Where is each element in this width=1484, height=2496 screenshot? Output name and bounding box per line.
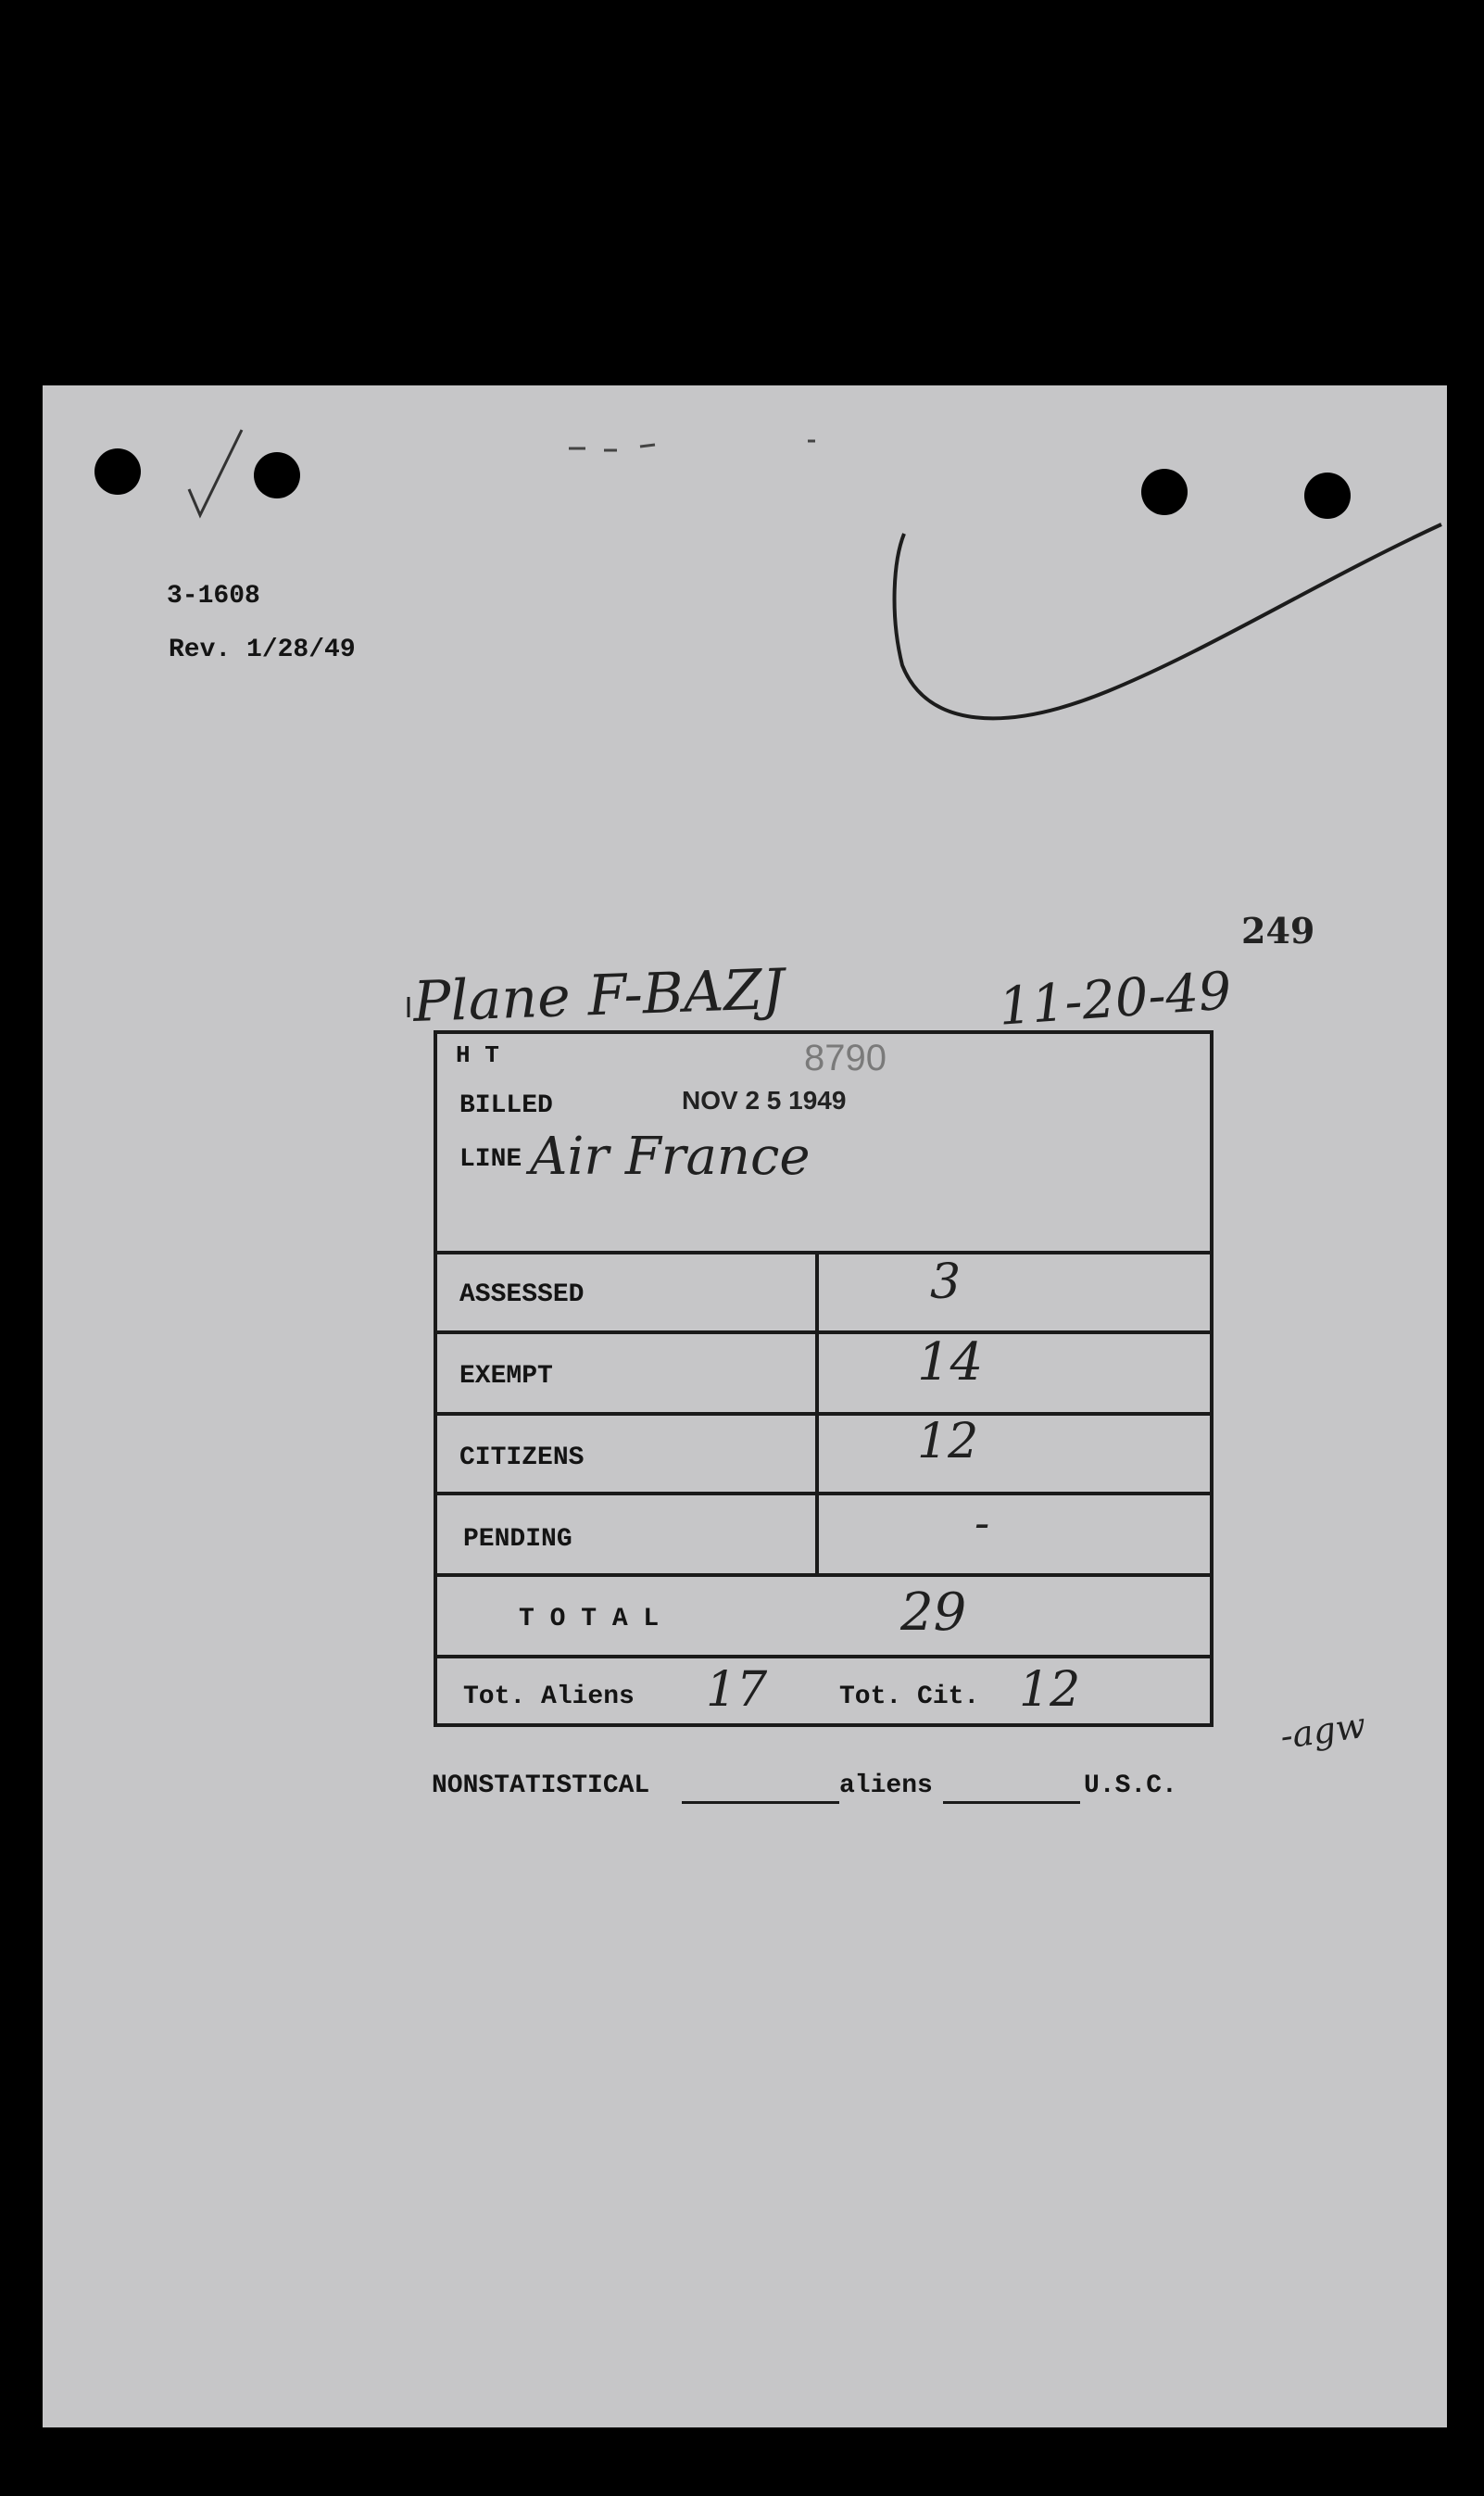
billed-label: BILLED bbox=[459, 1091, 553, 1120]
check-mark-icon bbox=[189, 430, 242, 515]
large-check-stroke-icon bbox=[895, 524, 1441, 718]
tot-aliens-value: 17 bbox=[706, 1662, 768, 1718]
exempt-value: 14 bbox=[917, 1332, 984, 1393]
form-revision: Rev. 1/28/49 bbox=[169, 636, 356, 664]
page-number: 249 bbox=[1241, 910, 1315, 952]
plane-handwriting: Plane F-BAZJ bbox=[411, 957, 786, 1035]
row-divider bbox=[437, 1330, 1212, 1334]
line-handwriting: Air France bbox=[530, 1127, 811, 1187]
date-handwriting: 11-20-49 bbox=[997, 961, 1234, 1038]
tot-cit-label: Tot. Cit. bbox=[839, 1683, 980, 1711]
ht-number-stamp: 8790 bbox=[804, 1038, 887, 1078]
citizens-value: 12 bbox=[917, 1414, 979, 1469]
tot-aliens-label: Tot. Aliens bbox=[463, 1683, 635, 1711]
billed-date-stamp: NOV 2 5 1949 bbox=[682, 1086, 847, 1115]
row-divider bbox=[437, 1492, 1212, 1495]
citizens-label: CITIZENS bbox=[459, 1443, 585, 1472]
initials-handwriting: -agw bbox=[1277, 1704, 1368, 1758]
line-label: LINE bbox=[459, 1145, 522, 1174]
record-box bbox=[434, 1030, 1214, 1727]
usc-label: U.S.C. bbox=[1084, 1771, 1177, 1800]
pending-label: PENDING bbox=[463, 1525, 572, 1554]
total-label: T O T A L bbox=[519, 1605, 660, 1633]
row-divider bbox=[437, 1412, 1212, 1416]
exempt-label: EXEMPT bbox=[459, 1362, 553, 1391]
pending-value: - bbox=[975, 1497, 990, 1549]
column-divider bbox=[815, 1251, 819, 1575]
assessed-value: 3 bbox=[930, 1254, 962, 1310]
row-divider bbox=[437, 1655, 1212, 1658]
aliens-label: aliens bbox=[839, 1771, 933, 1800]
nonstatistical-blank bbox=[682, 1801, 839, 1804]
ht-label: H T bbox=[456, 1041, 499, 1069]
nonstatistical-label: NONSTATISTICAL bbox=[432, 1771, 650, 1800]
total-value: 29 bbox=[900, 1582, 967, 1643]
row-divider bbox=[437, 1251, 1212, 1254]
tot-cit-value: 12 bbox=[1019, 1662, 1081, 1718]
row-divider bbox=[437, 1573, 1212, 1577]
aliens-blank bbox=[943, 1801, 1080, 1804]
form-number: 3-1608 bbox=[167, 582, 260, 611]
form-page bbox=[43, 385, 1447, 2427]
assessed-label: ASSESSED bbox=[459, 1280, 585, 1309]
